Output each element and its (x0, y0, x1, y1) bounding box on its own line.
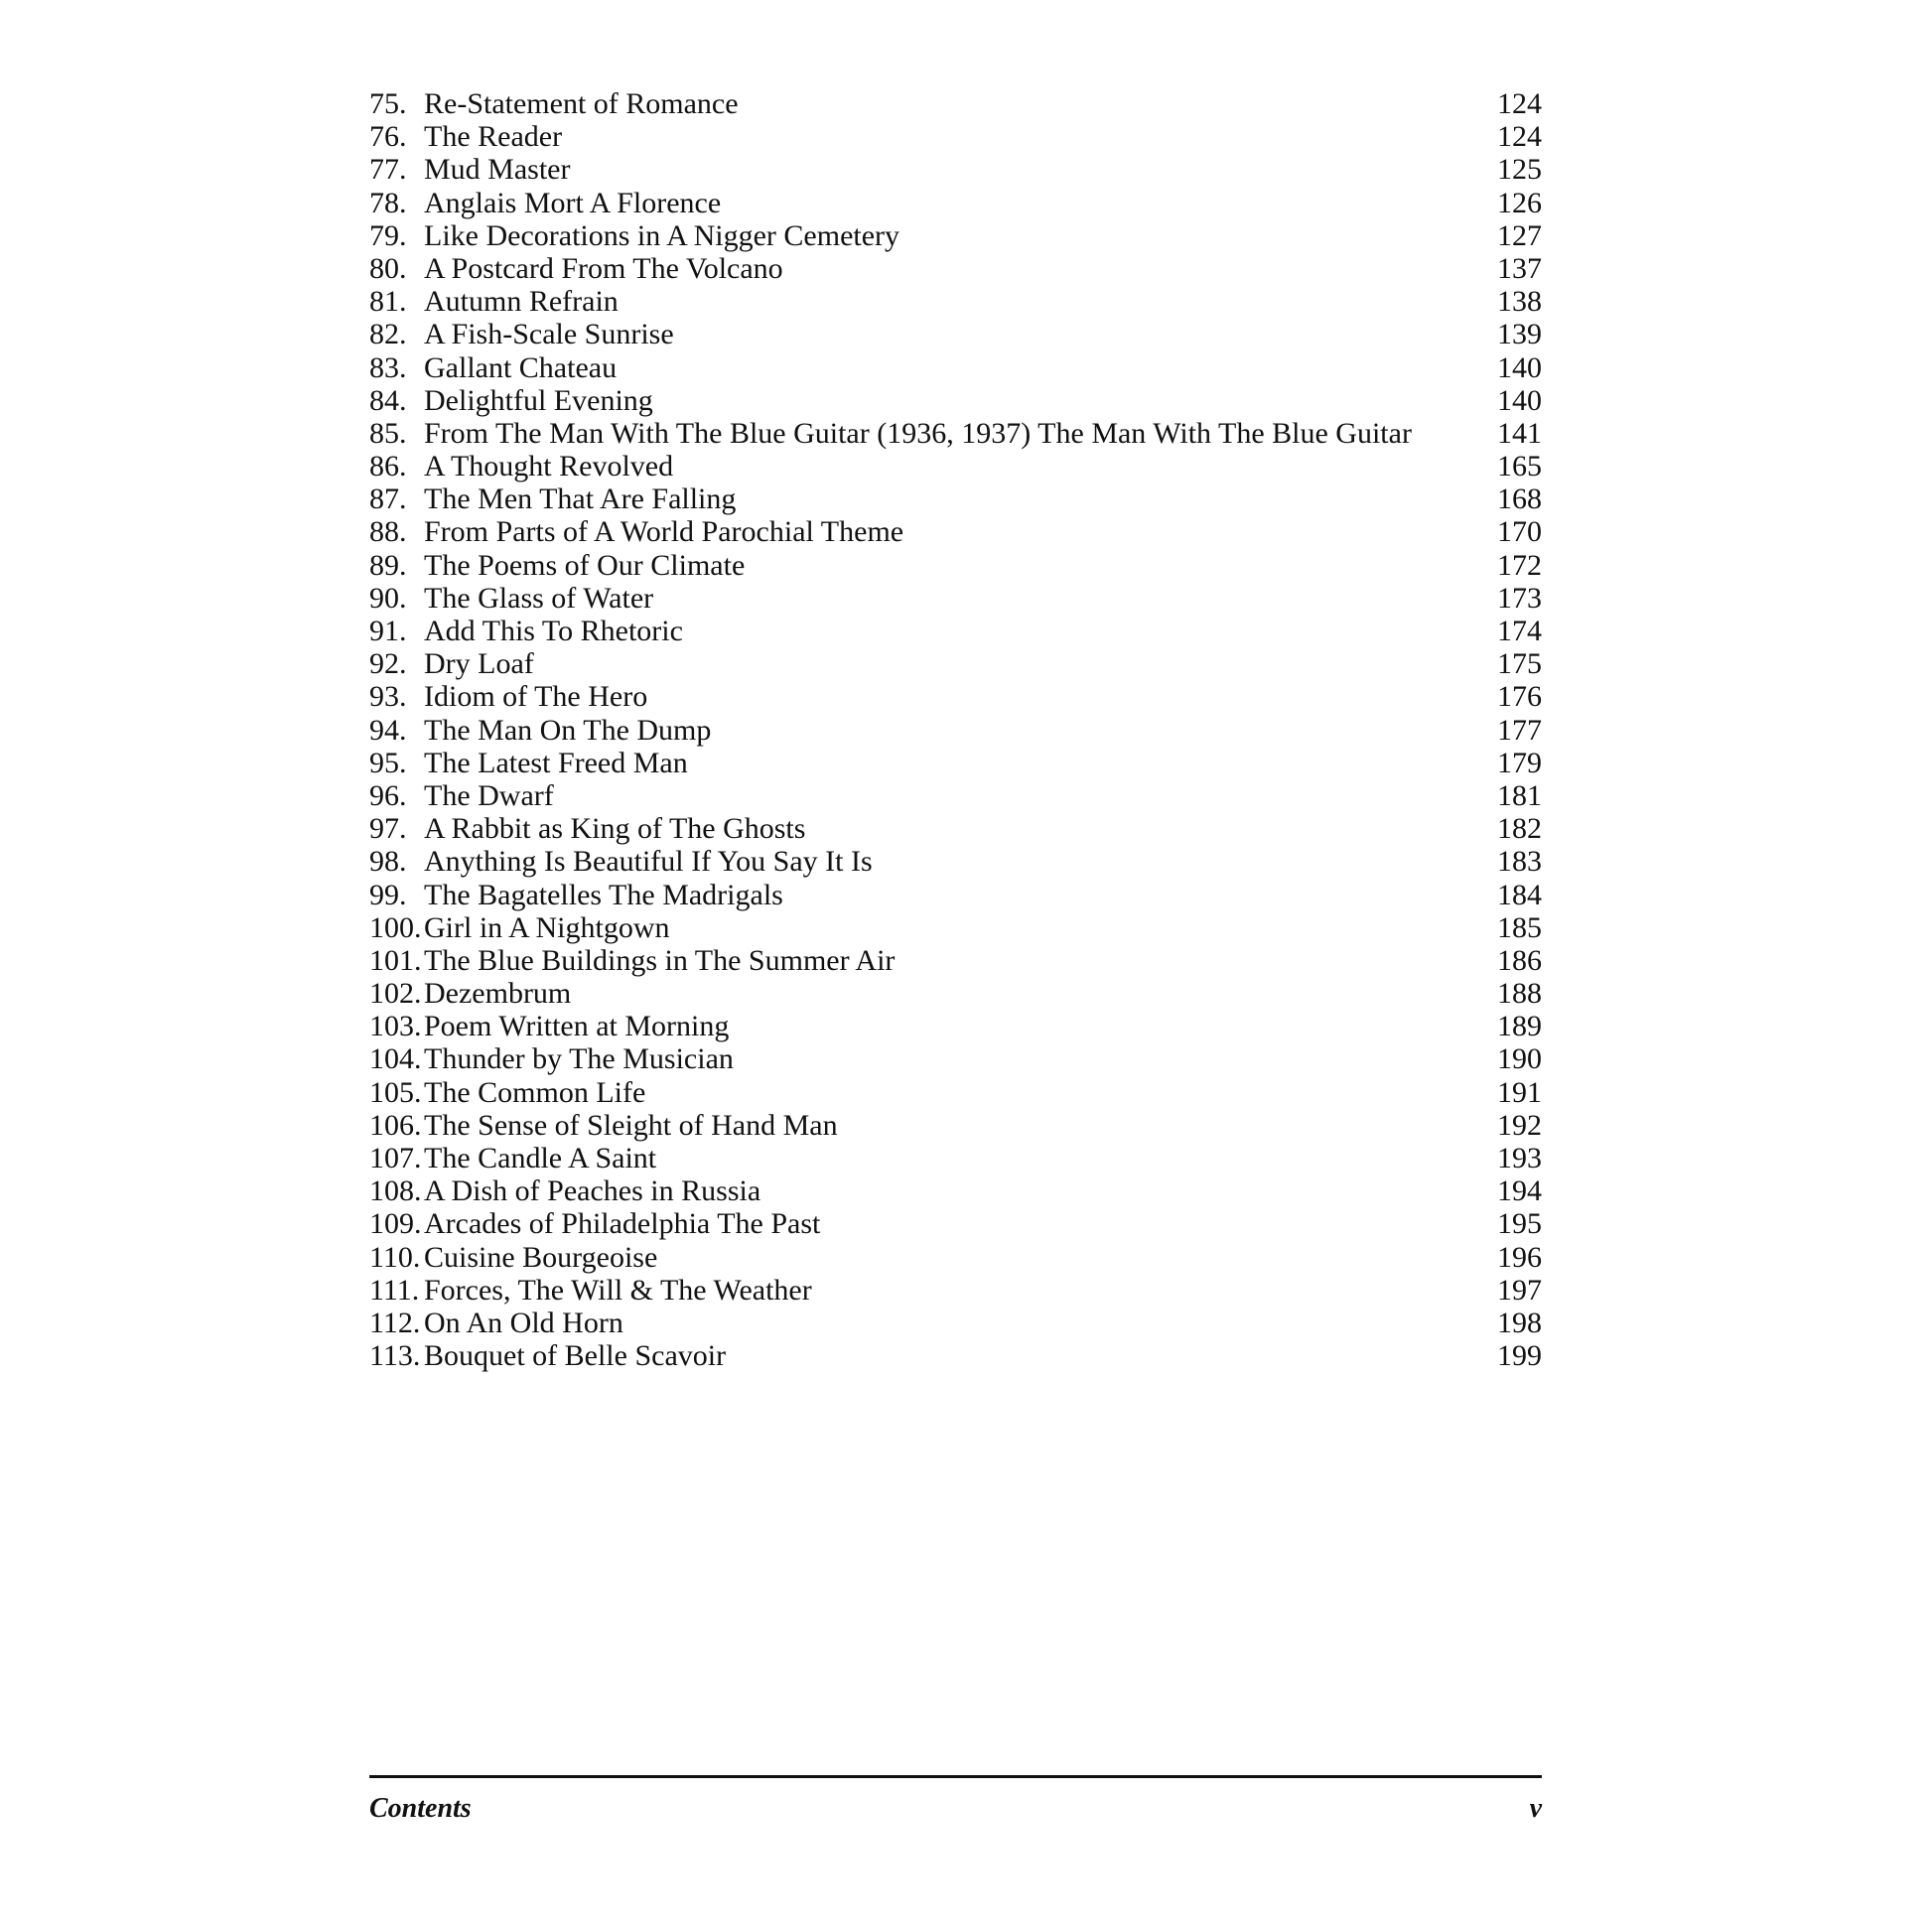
toc-entry-title-wrap (424, 779, 1487, 812)
toc-entry-title: Dry Loaf (424, 647, 534, 681)
toc-entry-page: 199 (1497, 1339, 1542, 1373)
toc-entry (369, 252, 1542, 285)
toc-entry-title: The Glass of Water (424, 581, 654, 615)
toc-entry (369, 1274, 1542, 1307)
toc-entry (369, 1241, 1542, 1274)
toc-entry (369, 845, 1542, 878)
toc-entry-title: The Dwarf (424, 778, 554, 812)
toc-entry-title: The Poems of Our Climate (424, 548, 746, 582)
toc-entry-page: 185 (1497, 910, 1542, 944)
toc-entry-title: Arcades of Philadelphia The Past (424, 1207, 821, 1241)
toc-entry-title: Mud Master (424, 153, 571, 187)
toc-entry-page: 193 (1497, 1142, 1542, 1174)
toc-entry-title-wrap (424, 845, 1487, 878)
toc-entry (369, 647, 1542, 680)
toc-entry (369, 87, 1542, 120)
toc-entry-page: 197 (1497, 1273, 1542, 1307)
toc-entry (369, 714, 1542, 747)
toc-entry-number: 107. (369, 1142, 422, 1174)
toc-entry-title-wrap (424, 187, 1487, 219)
toc-entry-title: A Fish-Scale Sunrise (424, 318, 674, 351)
toc-entry (369, 153, 1542, 186)
toc-entry-title-wrap (424, 219, 1487, 252)
toc-entry-number: 92. (369, 647, 407, 681)
toc-entry-number: 99. (369, 878, 407, 911)
toc-entry-page: 181 (1497, 778, 1542, 812)
toc-entry (369, 549, 1542, 582)
toc-entry (369, 879, 1542, 911)
toc-entry-title-wrap (424, 549, 1487, 582)
toc-entry (369, 944, 1542, 977)
toc-entry (369, 1339, 1542, 1372)
toc-entry-title: From The Man With The Blue Guitar (1936, 1937) The Man With The Blue Guitar (424, 416, 1412, 450)
toc-entry-number: 80. (369, 251, 407, 285)
toc-entry (369, 812, 1542, 845)
toc-entry-page: 126 (1497, 186, 1542, 219)
toc-entry-title-wrap (424, 1076, 1487, 1109)
toc-entry-number: 77. (369, 153, 407, 187)
toc-entry-title: Poem Written at Morning (424, 1010, 730, 1043)
toc-entry-number: 98. (369, 845, 407, 879)
toc-entry-number: 82. (369, 318, 407, 351)
toc-entry-page: 191 (1497, 1075, 1542, 1109)
toc-entry-page: 127 (1497, 218, 1542, 252)
toc-entry (369, 483, 1542, 515)
toc-entry-number: 75. (369, 87, 407, 120)
toc-entry-number: 84. (369, 383, 407, 417)
toc-entry-title-wrap (424, 714, 1487, 747)
toc-entry-page: 173 (1497, 581, 1542, 615)
toc-entry-title-wrap (424, 812, 1487, 845)
toc-entry (369, 1207, 1542, 1240)
toc-entry-number: 101. (369, 943, 422, 977)
toc-entry-page: 176 (1497, 680, 1542, 714)
toc-entry-number: 113. (369, 1339, 421, 1373)
toc-entry-number: 105. (369, 1075, 422, 1109)
toc-entry (369, 1042, 1542, 1075)
toc-entry-title: Idiom of The Hero (424, 680, 648, 714)
toc-entry (369, 450, 1542, 483)
toc-entry-title-wrap (424, 318, 1487, 350)
footer-divider (369, 1775, 1542, 1778)
toc-entry (369, 1010, 1542, 1042)
toc-entry-number: 83. (369, 350, 407, 384)
toc-entry-title: The Bagatelles The Madrigals (424, 878, 783, 911)
toc-entry-number: 97. (369, 812, 407, 846)
toc-entry-number: 79. (369, 218, 407, 252)
toc-entry-page: 141 (1497, 416, 1542, 450)
toc-entry-title-wrap (424, 1174, 1487, 1207)
toc-entry-page: 190 (1497, 1042, 1542, 1076)
toc-entry-page: 179 (1497, 746, 1542, 779)
toc-entry-title: Gallant Chateau (424, 350, 618, 384)
toc-entry-title: A Postcard From The Volcano (424, 251, 783, 285)
toc-entry (369, 1307, 1542, 1339)
toc-entry (369, 285, 1542, 318)
toc-entry-title: Anything Is Beautiful If You Say It Is (424, 845, 873, 879)
toc-entry (369, 1142, 1542, 1174)
toc-entry-title-wrap (424, 483, 1487, 515)
page-footer (369, 1793, 1542, 1825)
toc-entry-number: 76. (369, 120, 407, 154)
toc-entry (369, 779, 1542, 812)
toc-entry-number: 104. (369, 1042, 422, 1076)
toc-entry-title: Thunder by The Musician (424, 1042, 734, 1076)
toc-entry-title-wrap (424, 252, 1487, 285)
toc-entry-title: A Rabbit as King of The Ghosts (424, 812, 806, 846)
toc-entry (369, 417, 1542, 450)
toc-entry-title: From Parts of A World Parochial Theme (424, 515, 904, 549)
toc-entry-page: 124 (1497, 120, 1542, 154)
toc-entry-page: 196 (1497, 1240, 1542, 1274)
toc-entry-title-wrap (424, 153, 1487, 186)
toc-entry-page: 172 (1497, 548, 1542, 582)
toc-entry-number: 109. (369, 1207, 422, 1241)
toc-entry-number: 106. (369, 1108, 422, 1142)
table-of-contents (369, 87, 1542, 1372)
toc-entry-title-wrap (424, 515, 1487, 548)
toc-entry-title-wrap (424, 351, 1487, 384)
toc-entry-number: 90. (369, 581, 407, 615)
toc-entry-number: 91. (369, 615, 407, 647)
toc-entry-title-wrap (424, 879, 1487, 911)
toc-entry-number: 110. (369, 1240, 421, 1274)
toc-entry-page: 177 (1497, 713, 1542, 747)
toc-entry-title-wrap (424, 1339, 1487, 1372)
toc-entry-title: Add This To Rhetoric (424, 615, 683, 647)
toc-entry-title-wrap (424, 1142, 1487, 1174)
toc-entry-title-wrap (424, 1274, 1487, 1307)
toc-entry-title-wrap (424, 1010, 1487, 1042)
toc-entry-page: 168 (1497, 483, 1542, 516)
toc-entry (369, 1076, 1542, 1109)
toc-entry-number: 112. (369, 1306, 421, 1339)
toc-entry-page: 188 (1497, 977, 1542, 1011)
toc-entry (369, 747, 1542, 779)
toc-entry-page: 195 (1497, 1207, 1542, 1241)
toc-entry-title-wrap (424, 87, 1487, 120)
toc-entry-title-wrap (424, 285, 1487, 318)
toc-entry-title: The Man On The Dump (424, 713, 712, 747)
toc-entry-title: On An Old Horn (424, 1306, 623, 1339)
toc-entry-page: 170 (1497, 515, 1542, 549)
toc-entry-number: 100. (369, 910, 422, 944)
toc-entry (369, 1109, 1542, 1142)
toc-entry-page: 189 (1497, 1010, 1542, 1043)
toc-entry (369, 680, 1542, 713)
toc-entry-title: The Reader (424, 120, 563, 154)
toc-entry-title: Girl in A Nightgown (424, 910, 670, 944)
toc-entry-page: 140 (1497, 350, 1542, 384)
toc-entry-title: A Thought Revolved (424, 450, 674, 483)
toc-entry-number: 88. (369, 515, 407, 549)
toc-entry-title-wrap (424, 1042, 1487, 1075)
toc-entry (369, 384, 1542, 417)
toc-entry (369, 977, 1542, 1010)
toc-entry-page: 174 (1497, 615, 1542, 647)
toc-entry-number: 95. (369, 746, 407, 779)
footer-page-number: v (1529, 1793, 1542, 1824)
toc-entry-number: 81. (369, 285, 407, 319)
toc-entry-title: The Blue Buildings in The Summer Air (424, 943, 896, 977)
toc-entry-title: Delightful Evening (424, 383, 653, 417)
toc-entry-page: 194 (1497, 1174, 1542, 1208)
toc-entry (369, 615, 1542, 647)
toc-entry-title-wrap (424, 120, 1487, 153)
toc-entry-title: Re-Statement of Romance (424, 87, 739, 120)
toc-entry-title-wrap (424, 450, 1487, 483)
toc-entry-title: Forces, The Will & The Weather (424, 1273, 812, 1307)
toc-entry-title-wrap (424, 1241, 1487, 1274)
toc-entry-title: Like Decorations in A Nigger Cemetery (424, 218, 900, 252)
toc-entry-number: 96. (369, 778, 407, 812)
toc-entry (369, 515, 1542, 548)
toc-entry-number: 89. (369, 548, 407, 582)
toc-entry-number: 108. (369, 1174, 422, 1208)
toc-entry-page: 139 (1497, 318, 1542, 351)
toc-entry-title-wrap (424, 582, 1487, 615)
toc-entry (369, 120, 1542, 153)
toc-entry (369, 1174, 1542, 1207)
toc-entry-page: 198 (1497, 1306, 1542, 1339)
toc-entry-page: 138 (1497, 285, 1542, 319)
toc-entry-page: 192 (1497, 1108, 1542, 1142)
toc-entry-title-wrap (424, 1207, 1487, 1240)
footer-section-label: Contents (369, 1793, 472, 1824)
toc-entry-title-wrap (424, 1307, 1487, 1339)
toc-entry-number: 94. (369, 713, 407, 747)
toc-entry (369, 351, 1542, 384)
toc-entry-title-wrap (424, 615, 1487, 647)
toc-entry-title: The Candle A Saint (424, 1142, 657, 1174)
toc-entry-title: The Men That Are Falling (424, 483, 737, 516)
toc-entry-title: Cuisine Bourgeoise (424, 1240, 658, 1274)
toc-entry-page: 124 (1497, 87, 1542, 120)
toc-entry-title: The Common Life (424, 1075, 646, 1109)
toc-entry-title-wrap (424, 680, 1487, 713)
toc-entry-title-wrap (424, 747, 1487, 779)
toc-entry (369, 318, 1542, 350)
toc-entry-page: 183 (1497, 845, 1542, 879)
toc-entry-page: 182 (1497, 812, 1542, 846)
toc-entry-page: 137 (1497, 251, 1542, 285)
toc-entry-title: Bouquet of Belle Scavoir (424, 1339, 727, 1373)
toc-entry-title-wrap (424, 1109, 1487, 1142)
toc-entry-number: 111. (369, 1273, 420, 1307)
toc-entry-page: 165 (1497, 450, 1542, 483)
toc-entry-title-wrap (424, 944, 1487, 977)
toc-entry-title-wrap (424, 384, 1487, 417)
toc-entry-title-wrap (424, 911, 1487, 944)
toc-entry (369, 187, 1542, 219)
toc-entry-title: A Dish of Peaches in Russia (424, 1174, 761, 1208)
toc-entry (369, 582, 1542, 615)
toc-entry-page: 125 (1497, 153, 1542, 187)
toc-entry-number: 93. (369, 680, 407, 714)
toc-entry-page: 184 (1497, 878, 1542, 911)
toc-entry-title-wrap (424, 977, 1487, 1010)
toc-entry-title: Dezembrum (424, 977, 572, 1011)
toc-entry-page: 140 (1497, 383, 1542, 417)
toc-entry-title-wrap (424, 417, 1487, 450)
toc-entry-page: 175 (1497, 647, 1542, 681)
toc-entry-title: The Latest Freed Man (424, 746, 688, 779)
toc-entry-number: 87. (369, 483, 407, 516)
toc-entry-title: Anglais Mort A Florence (424, 186, 722, 219)
toc-entry-number: 86. (369, 450, 407, 483)
toc-entry-number: 78. (369, 186, 407, 219)
toc-entry-number: 102. (369, 977, 422, 1011)
toc-entry-number: 85. (369, 416, 407, 450)
toc-entry-page: 186 (1497, 943, 1542, 977)
toc-entry (369, 219, 1542, 252)
toc-entry-title-wrap (424, 647, 1487, 680)
toc-entry-title: Autumn Refrain (424, 285, 619, 319)
toc-entry-number: 103. (369, 1010, 422, 1043)
toc-entry-title: The Sense of Sleight of Hand Man (424, 1108, 838, 1142)
toc-entry (369, 911, 1542, 944)
